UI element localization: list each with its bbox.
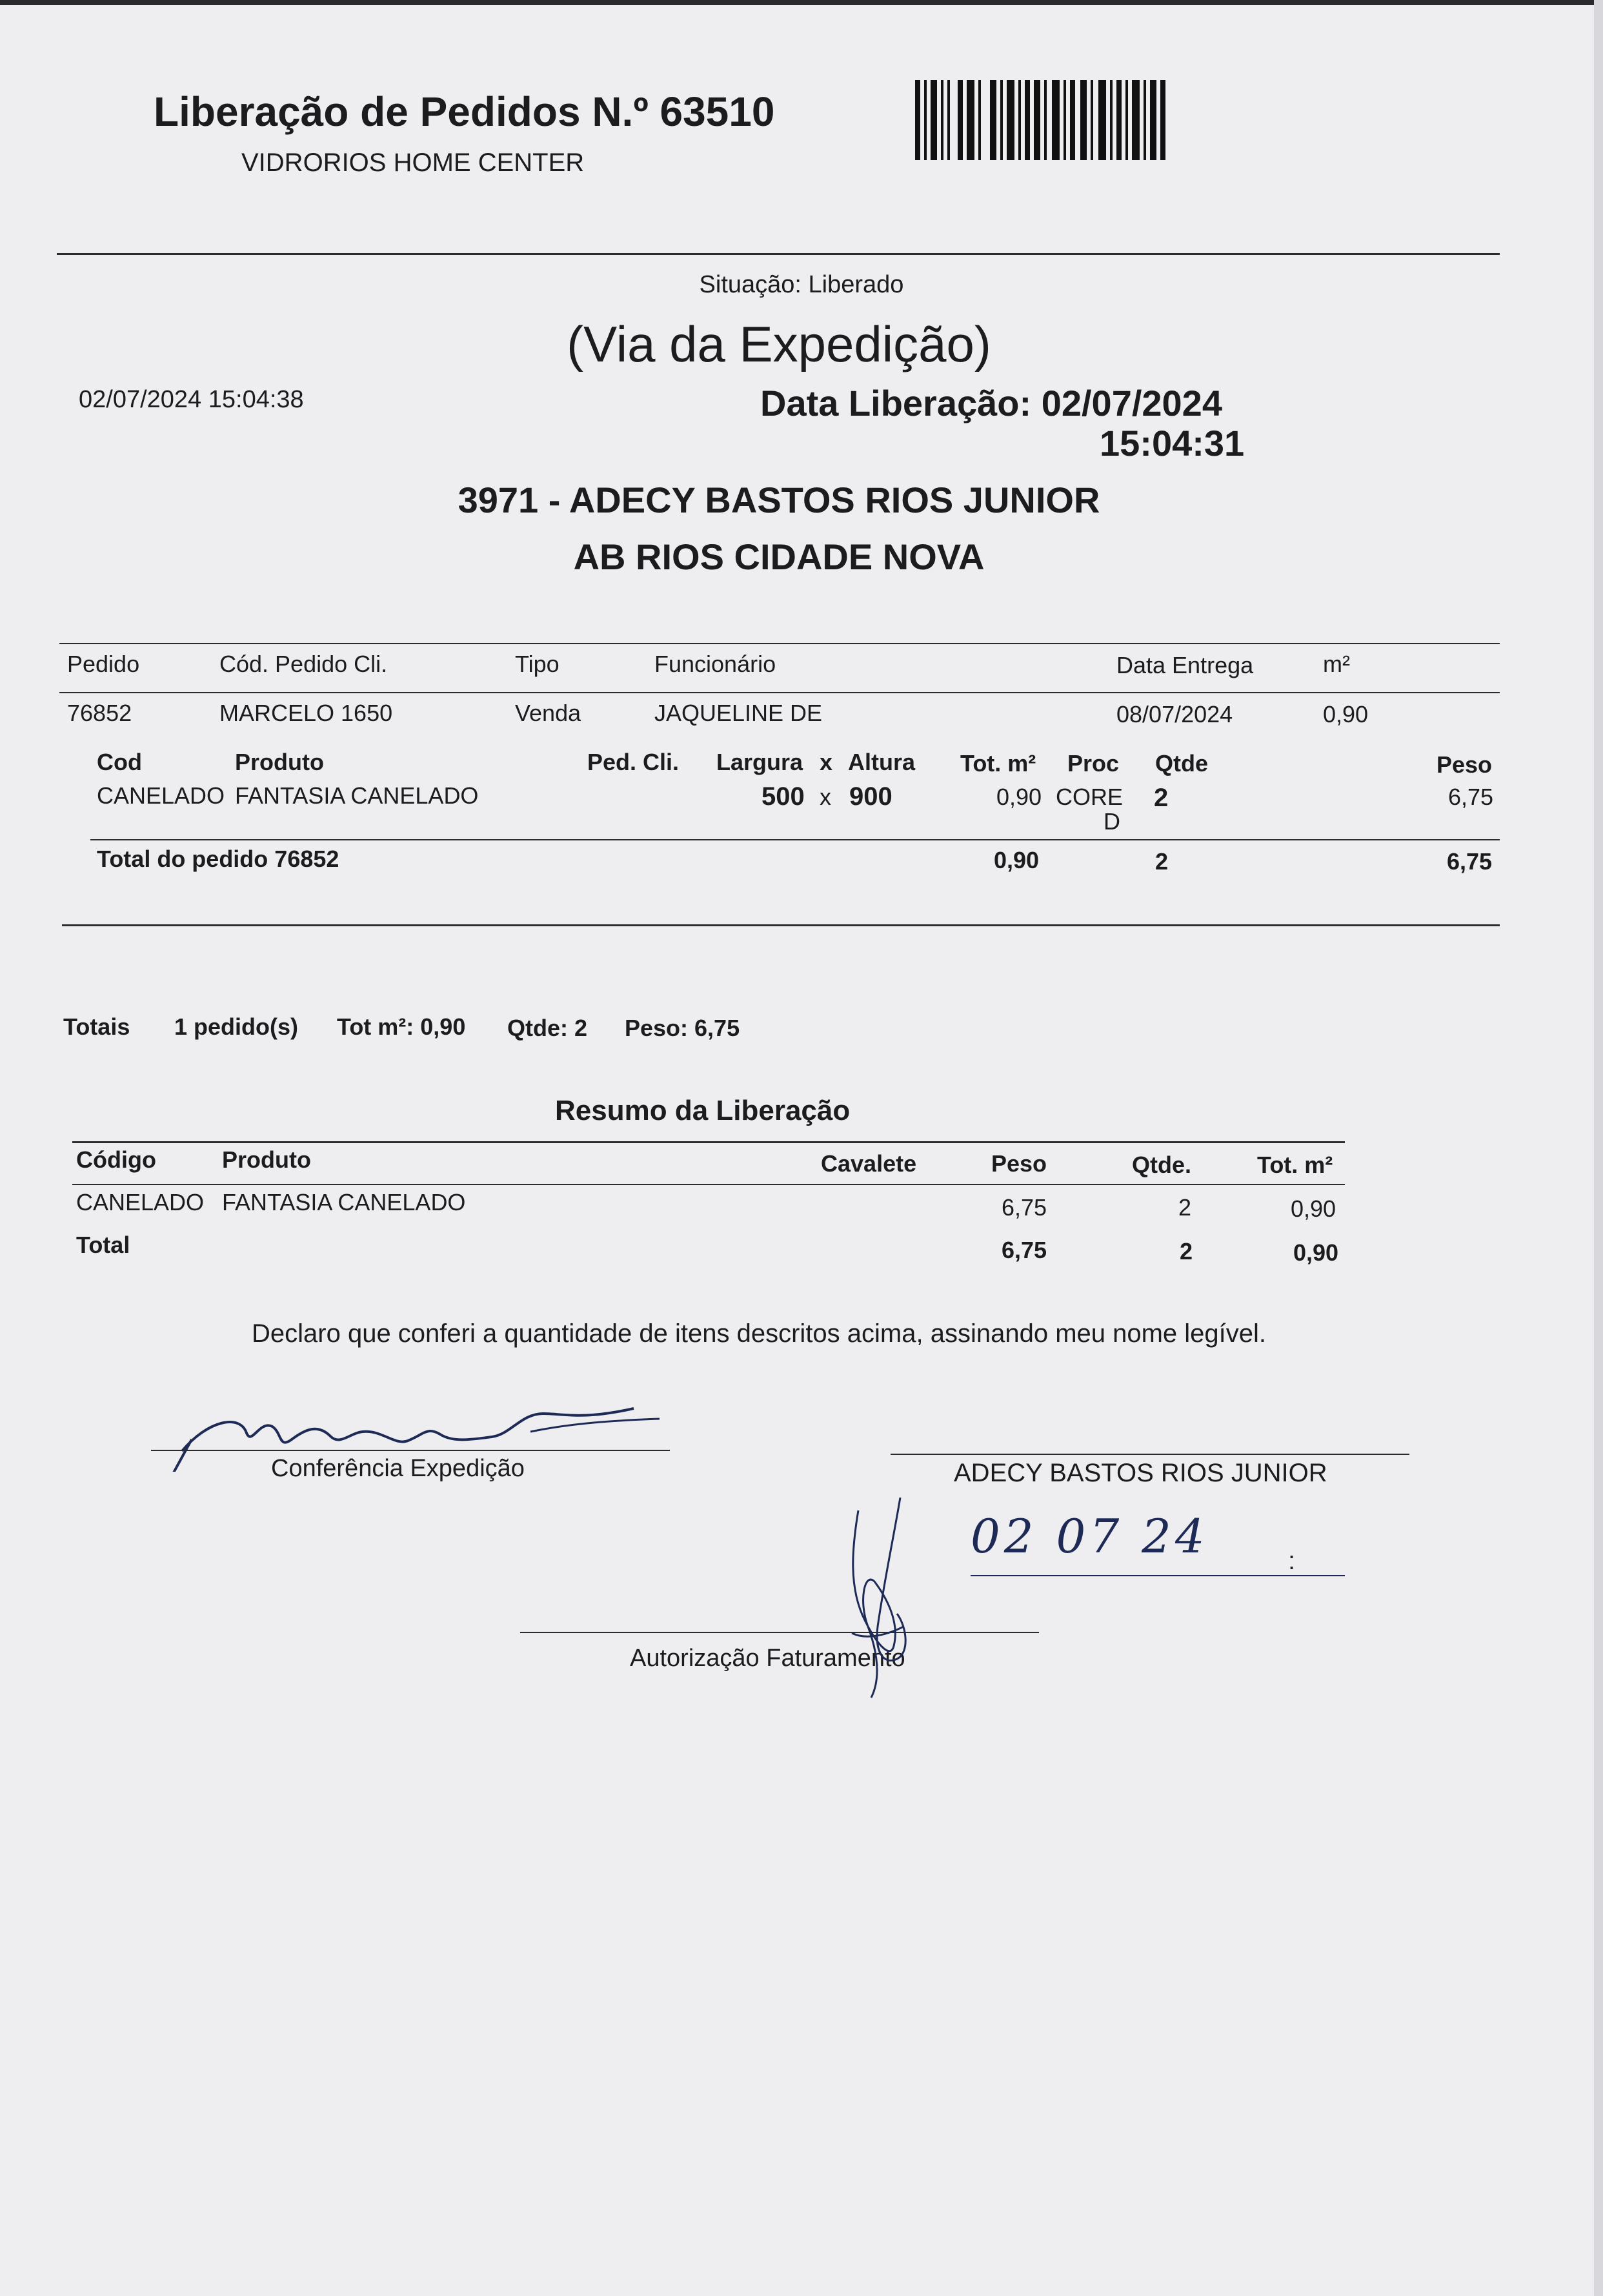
- items-col-x: x: [820, 749, 833, 775]
- divider-resumo-header: [72, 1184, 1345, 1185]
- declaration-text: Declaro que conferi a quantidade de itens descritos acima, assinando meu nome legível.: [252, 1319, 1267, 1348]
- col-tipo: Tipo: [515, 651, 560, 677]
- client-name: 3971 - ADECY BASTOS RIOS JUNIOR: [458, 480, 1100, 520]
- order-tipo: Venda: [515, 700, 581, 726]
- resumo-row-peso: 6,75: [1002, 1194, 1047, 1221]
- autorizacao-signature: [839, 1498, 923, 1711]
- items-col-peso: Peso: [1437, 751, 1493, 778]
- col-funcionario: Funcionário: [654, 651, 776, 677]
- divider-order-top: [59, 643, 1500, 644]
- situacao-text: Situação: Liberado: [699, 271, 904, 298]
- items-total-label: Total do pedido 76852: [97, 846, 339, 872]
- divider-header: [57, 253, 1500, 255]
- resumo-col-tot-m2: Tot. m²: [1257, 1152, 1333, 1178]
- divider-resumo-top: [72, 1141, 1345, 1143]
- resumo-col-cavalete: Cavalete: [821, 1150, 917, 1177]
- resumo-total-tot-m2: 0,90: [1293, 1239, 1339, 1266]
- divider-order-header: [59, 692, 1500, 693]
- item-proc-line2: D: [1104, 808, 1120, 835]
- resumo-row-codigo: CANELADO: [76, 1189, 205, 1215]
- items-col-largura: Largura: [716, 749, 803, 775]
- items-col-qtde: Qtde: [1155, 750, 1209, 777]
- line-client: [891, 1454, 1409, 1455]
- barcode: [915, 80, 1167, 160]
- items-col-altura: Altura: [848, 749, 916, 775]
- item-tot-m2: 0,90: [996, 784, 1042, 810]
- items-col-cod: Cod: [97, 749, 142, 775]
- item-largura: 500: [761, 782, 805, 811]
- resumo-col-codigo: Código: [76, 1146, 156, 1173]
- order-cod-pedido-cli: MARCELO 1650: [219, 700, 393, 726]
- resumo-row-produto: FANTASIA CANELADO: [222, 1189, 466, 1215]
- divider-order-end: [62, 924, 1500, 926]
- resumo-row-qtde: 2: [1178, 1194, 1192, 1221]
- item-proc-line1: CORE: [1056, 784, 1124, 810]
- items-total-tot-m2: 0,90: [994, 847, 1040, 873]
- resumo-col-produto: Produto: [222, 1146, 311, 1173]
- items-col-proc: Proc: [1067, 750, 1120, 777]
- release-date: Data Liberação: 02/07/2024: [760, 383, 1222, 423]
- item-peso: 6,75: [1448, 784, 1494, 810]
- order-pedido: 76852: [67, 700, 132, 726]
- client-signature-name: ADECY BASTOS RIOS JUNIOR: [954, 1459, 1327, 1487]
- resumo-total-peso: 6,75: [1002, 1237, 1047, 1263]
- line-autorizacao: [520, 1632, 1039, 1633]
- items-total-peso: 6,75: [1447, 848, 1493, 875]
- totals-label: Totais: [63, 1013, 130, 1040]
- resumo-title: Resumo da Liberação: [555, 1095, 851, 1126]
- resumo-total-label: Total: [76, 1232, 130, 1258]
- item-altura: 900: [849, 782, 892, 811]
- client-store: AB RIOS CIDADE NOVA: [573, 536, 985, 577]
- totals-peso: Peso: 6,75: [625, 1015, 740, 1041]
- resumo-col-peso: Peso: [991, 1150, 1047, 1177]
- printed-datetime: 02/07/2024 15:04:38: [79, 386, 304, 413]
- order-data-entrega: 08/07/2024: [1116, 701, 1233, 727]
- line-conferencia: [151, 1450, 670, 1451]
- via-expedicao: (Via da Expedição): [567, 316, 991, 372]
- divider-items-total: [90, 839, 1500, 840]
- resumo-row-tot-m2: 0,90: [1291, 1195, 1336, 1222]
- item-cod: CANELADO: [97, 782, 225, 809]
- page-right-edge: [1594, 0, 1603, 2296]
- col-m2: m²: [1323, 651, 1350, 677]
- release-time: 15:04:31: [1100, 423, 1245, 463]
- resumo-total-qtde: 2: [1180, 1238, 1193, 1265]
- item-produto: FANTASIA CANELADO: [235, 782, 479, 809]
- col-cod-pedido-cli: Cód. Pedido Cli.: [219, 651, 388, 677]
- document-title: Liberação de Pedidos N.º 63510: [154, 88, 775, 135]
- col-pedido: Pedido: [67, 651, 140, 677]
- order-m2: 0,90: [1323, 701, 1369, 727]
- items-col-produto: Produto: [235, 749, 324, 775]
- items-col-ped-cli: Ped. Cli.: [587, 749, 680, 775]
- handwritten-date: 02 07 24: [971, 1509, 1209, 1563]
- company-name: VIDRORIOS HOME CENTER: [241, 148, 585, 177]
- totals-qtde: Qtde: 2: [507, 1015, 588, 1041]
- items-total-qtde: 2: [1155, 848, 1169, 875]
- totals-pedidos: 1 pedido(s): [174, 1013, 299, 1040]
- order-funcionario: JAQUELINE DE: [654, 700, 823, 726]
- item-x: x: [820, 784, 831, 810]
- conferencia-label: Conferência Expedição: [271, 1455, 525, 1482]
- items-col-tot-m2: Tot. m²: [960, 750, 1036, 777]
- date-colon: :: [1288, 1547, 1296, 1575]
- totals-tot-m2: Tot m²: 0,90: [337, 1013, 466, 1040]
- item-qtde: 2: [1154, 784, 1169, 812]
- resumo-col-qtde: Qtde.: [1132, 1152, 1192, 1178]
- page-top-edge: [0, 0, 1603, 5]
- autorizacao-label: Autorização Faturamento: [630, 1645, 905, 1672]
- col-data-entrega: Data Entrega: [1116, 652, 1254, 678]
